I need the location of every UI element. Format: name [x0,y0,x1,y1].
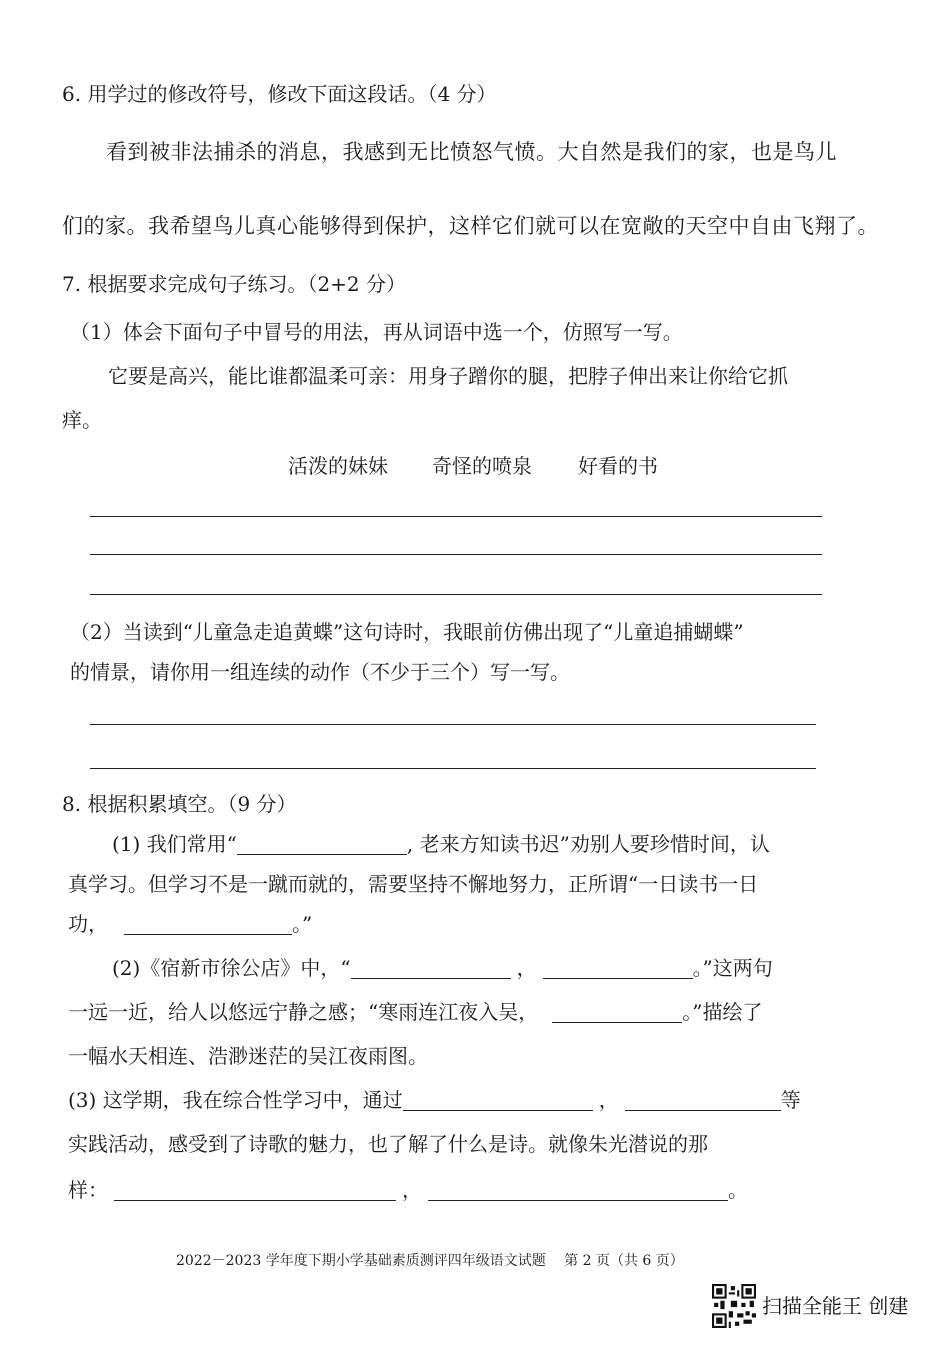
exam-title: 2022－2023 学年度下期小学基础素质测评四年级语文试题 [176,1253,546,1269]
q8-part1-line-3-lead: 功， [68,912,108,936]
q8-part2-comma: ， [516,956,537,980]
q6-passage-line-1: 看到被非法捕杀的消息，我感到无比愤怒气愤。大自然是我们的家，也是鸟儿 [106,140,837,164]
q8-part2-text-after-blank: 。”这两句 [692,956,773,980]
page-number: 第 2 页（共 6 页） [564,1253,684,1269]
q8-part2-line-2-text: 一远一近，给人以悠远宁静之感；“寒雨连江夜入吴， [68,1000,539,1024]
q8-part2-line-2-end: 。”描绘了 [682,1000,763,1024]
q8-part1-line-1 [112,830,770,858]
q8-part3-blank-2[interactable] [625,1090,781,1111]
q7-part1-answer-line-1[interactable] [90,516,822,517]
q7-option-3: 好看的书 [578,454,658,478]
q8-part3-text-after-blank: 等 [780,1088,801,1112]
q8-part3-blank-4[interactable] [428,1180,728,1201]
q8-part2-blank-2[interactable] [543,958,693,979]
q8-part1-blank-2[interactable] [124,914,292,935]
q8-part1-line-3-end: 。” [292,912,313,936]
q7-title: 7. 根据要求完成句子练习。（2+2 分） [62,272,407,296]
q8-part3-line-1 [68,1086,801,1114]
q7-part1-prompt: （1）体会下面句子中冒号的用法，再从词语中选一个，仿照写一写。 [70,320,683,344]
q8-part3-line-2: 实践活动，感受到了诗歌的魅力，也了解了什么是诗。就像朱光潜说的那 [68,1132,708,1156]
q8-part2-line-2 [68,998,762,1026]
q7-part2-answer-line-2[interactable] [90,768,816,769]
q8-part1-line-2: 真学习。但学习不是一蹴而就的，需要坚持不懈地努力，正所谓“一日读书一日 [68,872,759,896]
scanner-watermark-label: 扫描全能王 创建 [762,1294,909,1318]
q8-part3-line-3-lead: 样： [68,1178,108,1202]
q8-part3-blank-1[interactable] [403,1090,593,1111]
q7-option-2: 奇怪的喷泉 [432,454,532,478]
qr-code-icon [712,1284,756,1328]
q8-part1-text-after-blank: , 老来方知读书迟”劝别人要珍惜时间，认 [406,832,770,856]
q8-part3-text-before-blank: (3) 这学期，我在综合性学习中，通过 [68,1088,403,1112]
q7-part2-prompt-line-2: 的情景，请你用一组连续的动作（不少于三个）写一写。 [70,660,570,684]
q7-part1-example-line-1: 它要是高兴，能比谁都温柔可亲：用身子蹭你的腿，把脖子伸出来让你给它抓 [108,364,788,388]
q8-part2-blank-1[interactable] [351,958,511,979]
q8-part1-blank-1[interactable] [237,834,407,855]
q8-part2-blank-3[interactable] [552,1002,682,1023]
q8-part1-text-before-blank: (1) 我们常用“ [112,832,237,856]
q7-part2-answer-line-1[interactable] [90,724,816,725]
q7-part2-prompt-line-1: （2）当读到“儿童急走追黄蝶”这句诗时，我眼前仿佛出现了“儿童追捕蝴蝶” [70,620,744,644]
q8-part3-comma: ， [598,1088,619,1112]
q8-part2-text-before-blank: (2)《宿新市徐公店》中，“ [112,956,351,980]
q7-part1-answer-line-2[interactable] [90,554,822,555]
q7-part1-answer-line-3[interactable] [90,594,822,595]
q8-part2-line-3: 一幅水天相连、浩渺迷茫的吴江夜雨图。 [68,1044,428,1068]
q8-part3-line-3 [68,1176,748,1204]
q8-part2-line-1 [112,954,773,982]
q7-option-1: 活泼的妹妹 [288,454,388,478]
q8-title: 8. 根据积累填空。（9 分） [62,792,297,816]
q8-part3-blank-3[interactable] [114,1180,396,1201]
q6-passage-line-2: 们的家。我希望鸟儿真心能够得到保护，这样它们就可以在宽敞的天空中自由飞翔了。 [62,214,879,238]
q8-part3-line-3-comma: ， [402,1178,422,1202]
q6-title: 6. 用学过的修改符号，修改下面这段话。（4 分） [62,82,497,106]
q7-part1-example-line-2: 痒。 [62,408,102,432]
exam-footer [176,1252,684,1270]
q8-part1-line-3 [68,910,312,938]
q8-part3-line-3-end: 。 [728,1178,748,1202]
